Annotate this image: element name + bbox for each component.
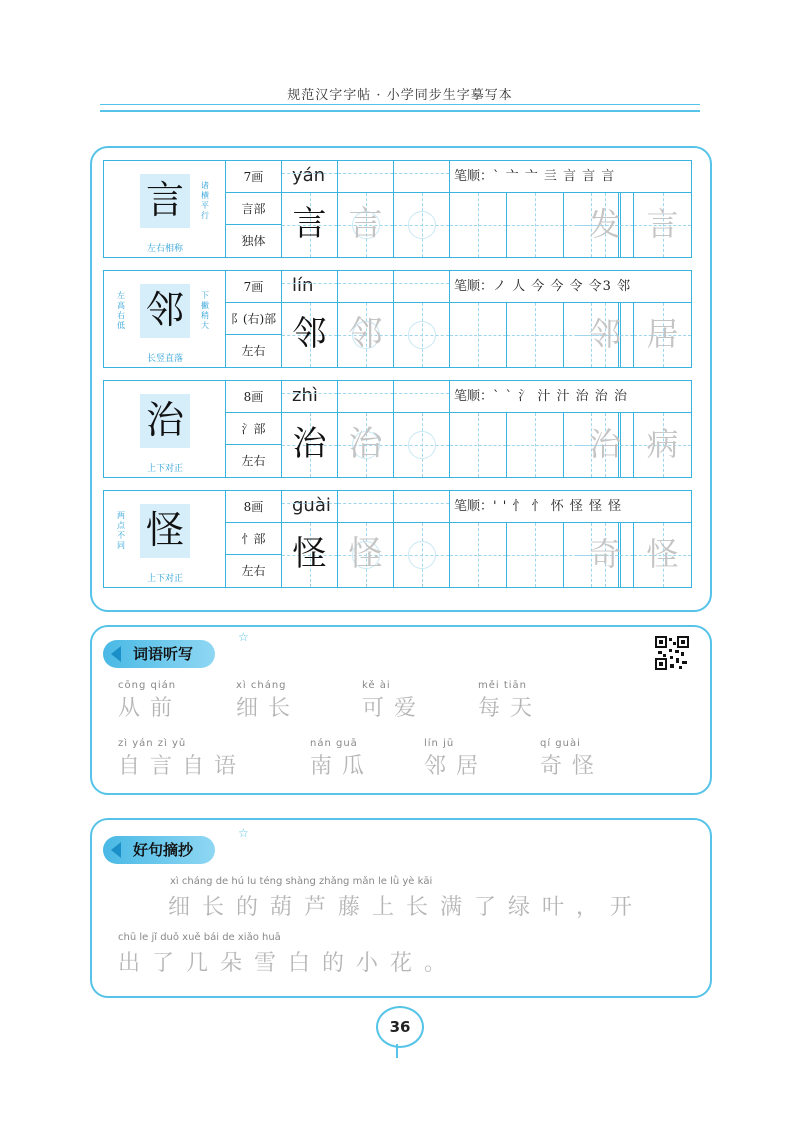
trace-character: 言	[292, 204, 327, 244]
pinyin-practice-cell[interactable]	[394, 491, 450, 523]
word-ghost-character: 奇	[588, 535, 621, 573]
vocab-word	[424, 738, 488, 780]
word-practice-cell[interactable]	[634, 413, 691, 477]
sentence-tag	[103, 836, 215, 864]
vocab-word	[236, 680, 300, 722]
stroke-order-row	[450, 491, 691, 523]
vocab-characters: 从前	[118, 696, 183, 721]
vocab-word	[118, 738, 246, 780]
note-right: 诸横平行	[201, 181, 209, 220]
pinyin-cell	[282, 381, 338, 413]
model-character: 治	[145, 398, 184, 442]
stroke-order-row	[450, 381, 691, 413]
vocab-characters: 南瓜	[310, 754, 375, 779]
stroke-order-label: 笔顺：	[454, 499, 494, 514]
note-bottom: 左右相称	[146, 244, 183, 254]
vocab-characters: 自言自语	[118, 754, 247, 779]
trace-character: 怪	[292, 534, 327, 574]
vocab-tag	[103, 640, 215, 668]
practice-cell[interactable]	[507, 193, 564, 257]
note-bottom: 上下对正	[146, 464, 183, 474]
vocab-pinyin: lín jū	[424, 738, 455, 749]
character-block	[103, 380, 692, 478]
pinyin: lín	[292, 275, 314, 296]
note-bottom: 长竖直落	[146, 354, 183, 364]
header-rule	[100, 104, 700, 112]
character-block	[103, 160, 692, 258]
trace-character: 治	[292, 424, 327, 464]
page-number: 36	[376, 1006, 424, 1048]
trace-cell[interactable]	[394, 413, 450, 477]
pinyin: guài	[292, 495, 331, 516]
trace-cell[interactable]	[394, 303, 450, 367]
trace-cell[interactable]	[338, 523, 394, 587]
star-icon: ☆	[238, 630, 249, 644]
vocab-pinyin: kě ài	[362, 680, 391, 691]
word-practice-cell[interactable]	[634, 193, 691, 257]
word-ghost-character: 治	[588, 425, 621, 463]
word-practice-cell[interactable]	[634, 303, 691, 367]
vocab-pinyin: zì yán zì yǔ	[118, 738, 187, 749]
vocab-pinyin: měi tiān	[478, 680, 528, 691]
radical: 氵部	[226, 413, 282, 445]
model-character: 怪	[145, 508, 184, 552]
model-character-cell	[104, 491, 226, 587]
word-practice-cell[interactable]	[577, 413, 634, 477]
arrow-left-icon	[111, 842, 121, 858]
stroke-count: 8画	[226, 381, 282, 413]
trace-ghost-character: 怪	[348, 534, 383, 574]
stroke-order-row	[450, 161, 691, 193]
trace-cell[interactable]	[338, 413, 394, 477]
sentence-line2-text: 出了几朵雪白的小花。	[118, 951, 459, 976]
sentence-line2-pinyin: chū le jǐ duǒ xuě bái de xiǎo huā	[118, 932, 281, 943]
radical: 忄部	[226, 523, 282, 555]
stroke-order-label: 笔顺：	[454, 169, 494, 184]
vocab-pinyin: xì cháng	[236, 680, 287, 691]
stroke-count: 8画	[226, 491, 282, 523]
practice-cell[interactable]	[450, 523, 507, 587]
pinyin-practice-cell[interactable]	[394, 161, 450, 193]
trace-ghost-character: 言	[348, 204, 383, 244]
pinyin: zhì	[292, 385, 318, 406]
trace-cell[interactable]	[394, 193, 450, 257]
pinyin-practice-cell[interactable]	[338, 271, 394, 303]
character-block	[103, 490, 692, 588]
word-practice-cell[interactable]	[577, 523, 634, 587]
trace-cell	[282, 303, 338, 367]
vocab-pinyin: qí guài	[540, 738, 581, 749]
vocab-pinyin: nán guā	[310, 738, 358, 749]
word-ghost-character: 居	[646, 315, 679, 353]
model-character: 言	[145, 178, 184, 222]
pinyin-practice-cell[interactable]	[338, 381, 394, 413]
pinyin-cell	[282, 491, 338, 523]
practice-cell[interactable]	[507, 523, 564, 587]
character-block	[103, 270, 692, 368]
vocab-title: 词语听写	[133, 645, 194, 663]
stroke-order: ' ' 忄 忄 怀 怪 怪 怪	[493, 499, 623, 514]
page-number-badge	[376, 1006, 420, 1052]
practice-cell[interactable]	[507, 303, 564, 367]
model-character-cell	[104, 271, 226, 367]
qr-code-icon[interactable]	[655, 636, 689, 670]
note-left: 左高右低	[117, 291, 125, 330]
star-icon: ☆	[238, 826, 249, 840]
stroke-order-row	[450, 271, 691, 303]
sentence-line1-text: 细长的葫芦藤上长满了绿叶，开	[168, 895, 645, 920]
sentence-line1-pinyin: xì cháng de hú lu téng shàng zhǎng mǎn le lǜ yè kāi	[170, 876, 433, 887]
word-ghost-character: 言	[646, 205, 679, 243]
word-ghost-character: 怪	[646, 535, 679, 573]
pinyin-practice-cell[interactable]	[394, 271, 450, 303]
pinyin-cell	[282, 271, 338, 303]
structure: 独体	[226, 225, 282, 257]
practice-cell[interactable]	[507, 413, 564, 477]
trace-cell	[282, 523, 338, 587]
trace-ghost-character: 治	[348, 424, 383, 464]
arrow-left-icon	[111, 646, 121, 662]
model-character-cell	[104, 381, 226, 477]
trace-character: 邻	[292, 314, 327, 354]
vocab-characters: 细长	[236, 696, 301, 721]
trace-cell[interactable]	[338, 193, 394, 257]
word-practice-cell[interactable]	[577, 303, 634, 367]
stroke-order-label: 笔顺：	[454, 389, 494, 404]
radical: 阝(右)部	[226, 303, 282, 335]
vocab-word	[362, 680, 426, 722]
pinyin-practice-cell[interactable]	[394, 381, 450, 413]
practice-cell[interactable]	[450, 193, 507, 257]
vocab-pinyin: cōng qián	[118, 680, 177, 691]
word-ghost-character: 邻	[588, 315, 621, 353]
model-character: 邻	[145, 288, 184, 332]
vocab-word	[478, 680, 542, 722]
pinyin-practice-cell[interactable]	[338, 491, 394, 523]
trace-cell	[282, 193, 338, 257]
vocab-characters: 邻居	[424, 754, 489, 779]
page-header-title: 规范汉字字帖 · 小学同步生字摹写本	[287, 88, 513, 103]
structure: 左右	[226, 445, 282, 477]
sentence-title: 好句摘抄	[133, 841, 194, 859]
stroke-order: ノ 人 今 今 令 令3 邻	[493, 279, 632, 294]
vocab-characters: 可爱	[362, 696, 427, 721]
word-practice-cell[interactable]	[634, 523, 691, 587]
practice-cell[interactable]	[450, 413, 507, 477]
note-right: 下撇稍大	[201, 291, 209, 330]
vocab-word	[540, 738, 604, 780]
note-bottom: 上下对正	[146, 574, 183, 584]
pinyin-cell	[282, 161, 338, 193]
stroke-count: 7画	[226, 271, 282, 303]
pinyin: yán	[292, 165, 326, 186]
vocab-word	[310, 738, 374, 780]
stroke-count: 7画	[226, 161, 282, 193]
note-left: 两点不同	[117, 511, 125, 550]
vocab-characters: 奇怪	[540, 754, 605, 779]
stroke-order-label: 笔顺：	[454, 279, 494, 294]
vocab-characters: 每天	[478, 696, 543, 721]
model-character-cell	[104, 161, 226, 257]
pinyin-practice-cell[interactable]	[338, 161, 394, 193]
structure: 左右	[226, 335, 282, 367]
stroke-order: ` ` 氵 汁 汁 治 治 治	[493, 389, 628, 404]
trace-cell[interactable]	[394, 523, 450, 587]
trace-cell	[282, 413, 338, 477]
word-ghost-character: 发	[588, 205, 621, 243]
trace-ghost-character: 邻	[348, 314, 383, 354]
trace-cell[interactable]	[338, 303, 394, 367]
vocab-word	[118, 680, 182, 722]
radical: 言部	[226, 193, 282, 225]
stroke-order: ` 亠 亠 亖 言 言 言	[493, 169, 616, 184]
practice-cell[interactable]	[450, 303, 507, 367]
word-practice-cell[interactable]	[577, 193, 634, 257]
structure: 左右	[226, 555, 282, 587]
word-ghost-character: 病	[646, 425, 679, 463]
